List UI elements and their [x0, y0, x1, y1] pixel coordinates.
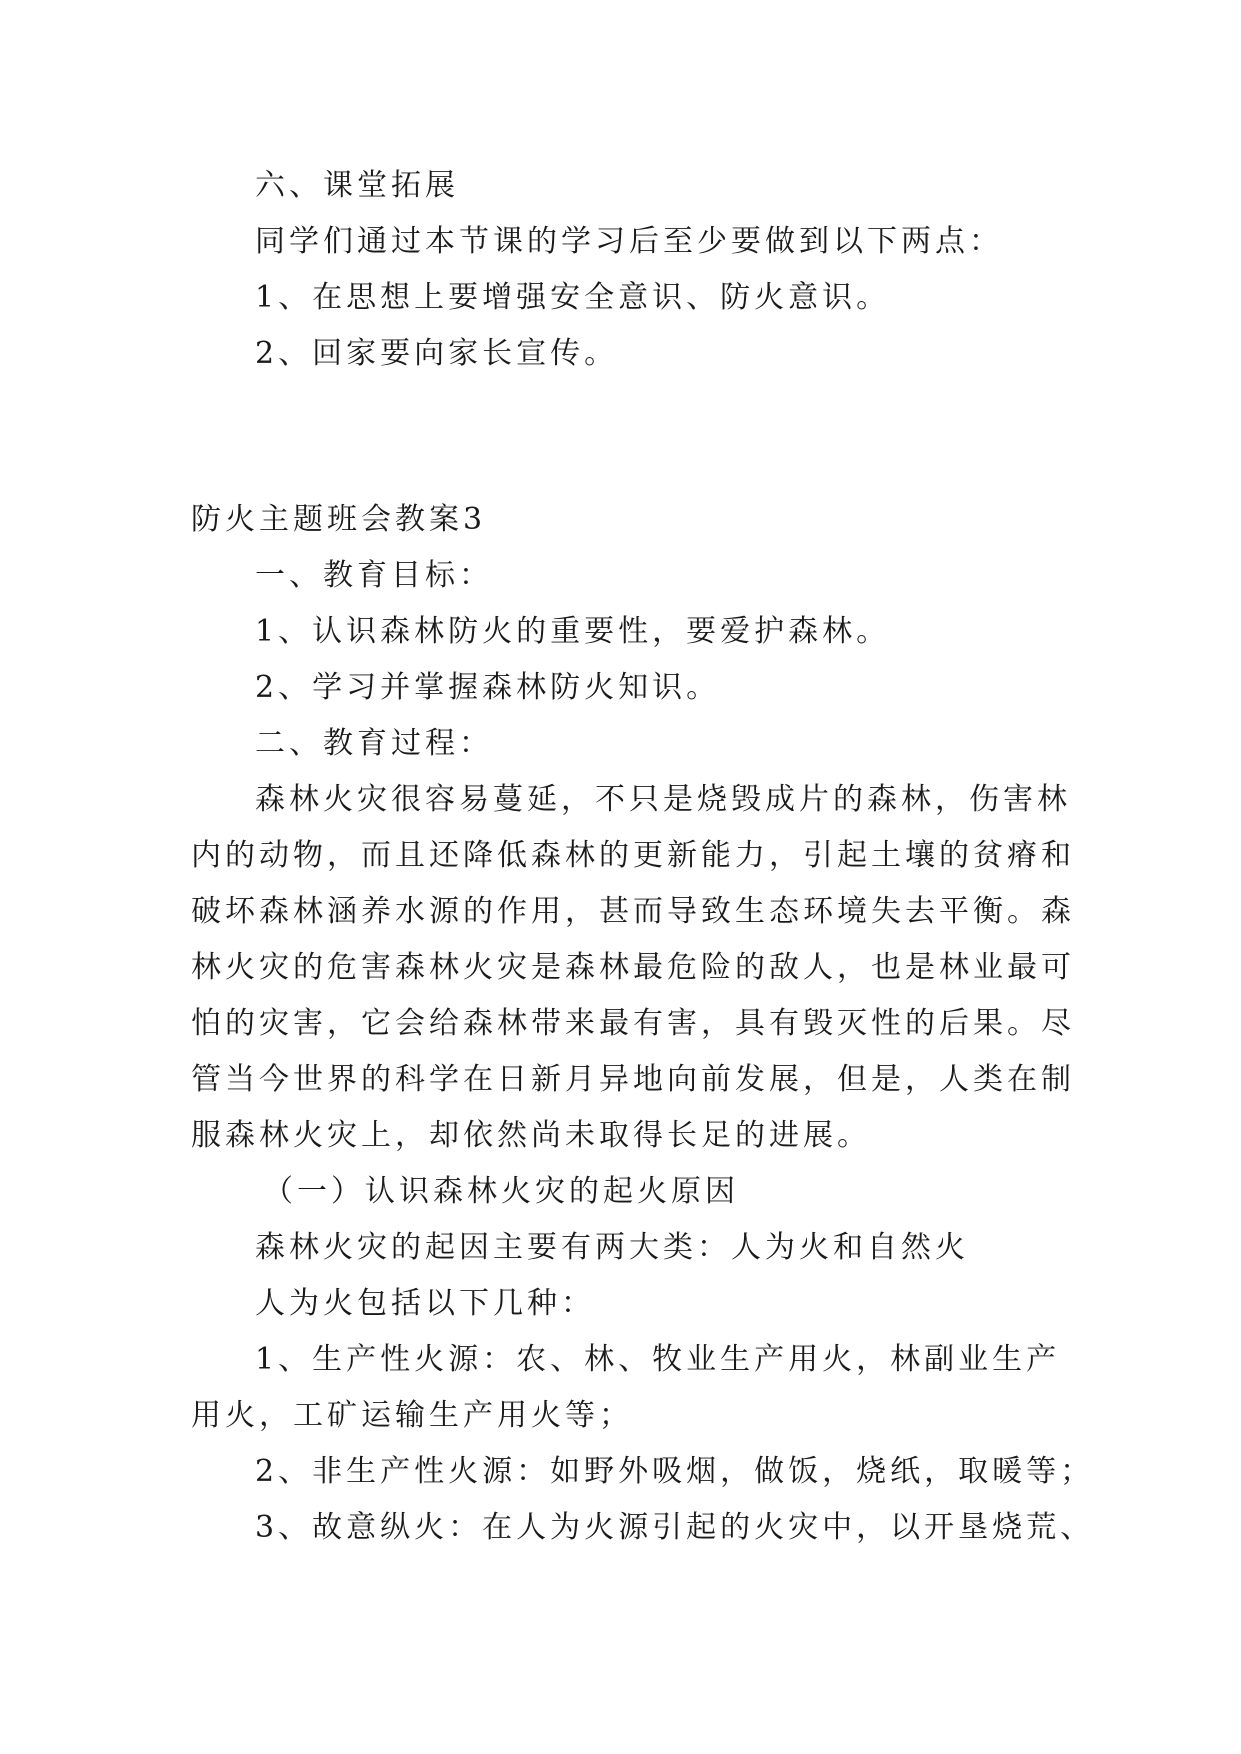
goal-item-1: 1、认识森林防火的重要性，要爱护森林。: [255, 614, 891, 649]
human-cause-intro: 人为火包括以下几种：: [255, 1286, 595, 1321]
cause-item-1: [191, 1332, 1071, 1444]
extension-intro: 同学们通过本节课的学习后至少要做到以下两点：: [255, 224, 1003, 259]
cause-item-3: 3、故意纵火：在人为火源引起的火灾中，以开垦烧荒、: [255, 1510, 1095, 1545]
cause-item-1-line: 1、生产性火源：农、林、牧业生产用火，林副业生产: [255, 1342, 1061, 1377]
process-paragraph: [191, 772, 1075, 1164]
cause-sub-heading: （一）认识森林火灾的起火原因: [263, 1174, 739, 1209]
paragraph-line: 破坏森林涵养水源的作用，甚而导致生态环境失去平衡。森: [191, 894, 1075, 929]
paragraph-line: 内的动物，而且还降低森林的更新能力，引起土壤的贫瘠和: [191, 838, 1075, 873]
extension-item-1: 1、在思想上要增强安全意识、防火意识。: [255, 280, 891, 315]
document-body: [191, 158, 1095, 1556]
paragraph-line: 森林火灾很容易蔓延，不只是烧毁成片的森林，伤害林: [255, 782, 1071, 817]
document-title: 防火主题班会教案3: [191, 502, 487, 537]
paragraph-line: 怕的灾害，它会给森林带来最有害，具有毁灭性的后果。尽: [191, 1006, 1075, 1041]
goal-item-2: 2、学习并掌握森林防火知识。: [255, 670, 721, 705]
goal-heading: 一、教育目标：: [255, 558, 493, 593]
process-heading: 二、教育过程：: [255, 726, 493, 761]
cause-intro: 森林火灾的起因主要有两大类：人为火和自然火: [255, 1230, 969, 1265]
paragraph-line: 服森林火灾上，却依然尚未取得长足的进展。: [191, 1118, 871, 1153]
paragraph-line: 林火灾的危害森林火灾是森林最危险的敌人，也是林业最可: [191, 950, 1075, 985]
paragraph-line: 管当今世界的科学在日新月异地向前发展，但是，人类在制: [191, 1062, 1075, 1097]
section-spacer: [191, 382, 1071, 492]
section-heading-extension: 六、课堂拓展: [255, 168, 459, 203]
cause-item-2: 2、非生产性火源：如野外吸烟，做饭，烧纸，取暖等；: [255, 1454, 1095, 1489]
cause-item-1-line: 用火，工矿运输生产用火等；: [191, 1398, 633, 1433]
extension-item-2: 2、回家要向家长宣传。: [255, 336, 619, 371]
